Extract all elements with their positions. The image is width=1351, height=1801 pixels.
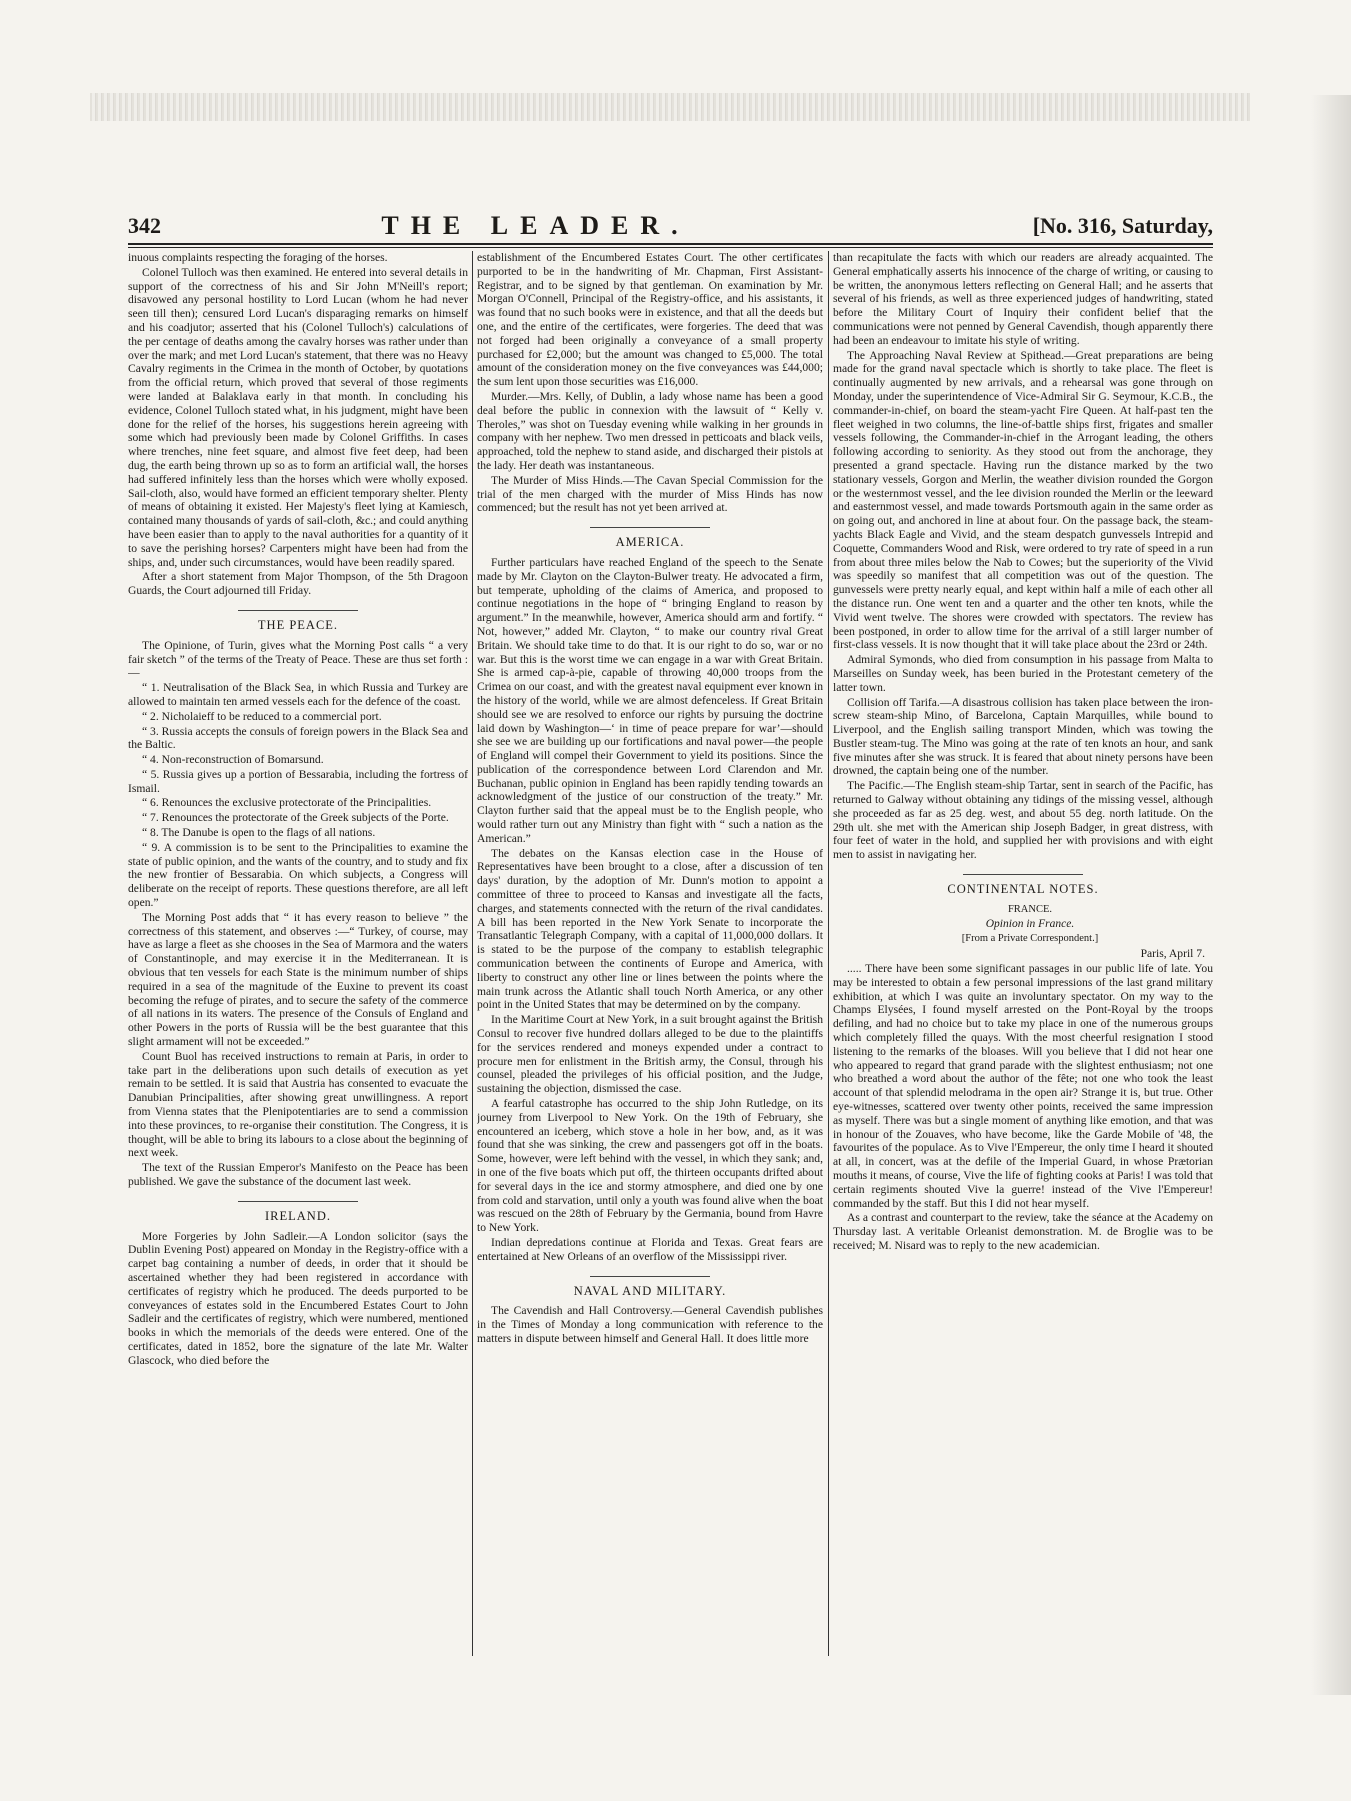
paragraph: Admiral Symonds, who died from consumption in his passage from Malta to Marseilles on Sunday week, has been buried in the Protestant cemetery of the latter town.: [833, 653, 1213, 694]
treaty-item: “ 3. Russia accepts the consuls of foreign powers in the Black Sea and the Baltic.: [128, 724, 468, 752]
paragraph: The Pacific.—The English steam-ship Tartar, sent in search of the Pacific, has returned to Galway without obtaining any tidings of the missing vessel, although she proceeded as far as 25 deg. west, and about 55 deg. north latitude. On the 29th ult. she met with the American ship Joseph Badger, in great distress, with four feet of water in the hold, and supplied her with provisions and with eight men to assist in navigating her.: [833, 779, 1213, 862]
column-3: [833, 251, 1213, 1651]
paragraph: Collision off Tarifa.—A disastrous collision has taken place between the iron-screw steam-ship Mino, of Barcelona, Captain Marquilles, while bound to Liverpool, and the English sailing transport Minden, which was towing the Bustler steam-tug. The Mino was going at the rate of ten knots an hour, and sank five minutes after she was struck. It is feared that about ninety persons have been drowned, the captain being one of the number.: [833, 695, 1213, 778]
paragraph: A fearful catastrophe has occurred to the ship John Rutledge, on its journey from Liverpool to New York. On the 19th of February, she encountered an iceberg, which stove a hole in her bow, and, as it was found that she was sinking, the crew and passengers got off in the boats. Some, however, were left behind with the vessel, in which they sank; and, in one of the five boats which put off, the thirteen occupants drifted about for several days in the ice and stormy atmosphere, and died one by one from cold and starvation, until only a youth was found alive when the boat was rescued on the 28th of February by the Germania, bound from Havre to New York.: [477, 1097, 823, 1235]
treaty-item: “ 8. The Danube is open to the flags of all nations.: [142, 826, 376, 840]
section-heading-america: AMERICA.: [615, 535, 685, 550]
treaty-item: “ 6. Renounces the exclusive protectorate of the Principalities.: [142, 796, 432, 810]
section-divider: [590, 527, 710, 528]
masthead-rule-thin: [128, 247, 1213, 248]
paragraph: The debates on the Kansas election case in the House of Representatives have been brought to a close, after a discussion of ten days' duration, by the adoption of Mr. Dunn's motion to appoint a committee of three to proceed to Kansas and investigate all the facts, charges, and statements connected with the return of the rival candidates. A bill has been reported in the New York Senate to incorporate the Transatlantic Telegraph Company, with a capital of 11,000,000 dollars. It is stated to be the purpose of the company to establish telegraphic communication between the continents of Europe and America, with liberty to construct any other line or lines between the points where the main trunk across the Atlantic shall touch North America, or any other point in the United States that may be determined on by the company.: [477, 846, 823, 1012]
issue-number: [No. 316, Saturday,: [1032, 213, 1213, 238]
treaty-item: “ 9. A commission is to be sent to the Principalities to examine the state of public opinion, and the wants of the country, and to study and fix the new frontier of Bessarabia. On which subjects, a Congress will deliberate on the receipt of reports. These questions therefore, are all left open.”: [128, 840, 468, 910]
subheading-opinion: Opinion in France.: [985, 917, 1075, 930]
treaty-item: “ 1. Neutralisation of the Black Sea, in which Russia and Turkey are allowed to maintain ten armed vessels each for the defence of the coast.: [128, 681, 468, 708]
paragraph: inuous complaints respecting the foraging of the horses.: [128, 251, 388, 264]
paragraph: The Cavendish and Hall Controversy.—General Cavendish publishes in the Times of Monday a long communication with reference to the matters in dispute between himself and General Hall. It does little more: [477, 1304, 823, 1345]
section-heading-ireland: IRELAND.: [265, 1208, 331, 1223]
column-1: [128, 251, 468, 1651]
dateline: Paris, April 7.: [1140, 947, 1205, 961]
subheading-france: FRANCE.: [1007, 903, 1053, 915]
paragraph: establishment of the Encumbered Estates Court. The other certificates purported to be in the handwriting of Mr. Chapman, First Assistant-Registrar, and to be signed by that gentleman. On examination by Mr. Morgan O'Connell, Principal of the Registry-office, and his assistants, it was found that no such books were in existence, and that all the deeds but one, and the entire of the certificates, were forgeries. The deed that was not forged had been originally a conveyance of a small property purchased for £2,000; but the amount was changed to £5,000. The total amount of the consideration money on the five conveyances was £44,000; the sum lent upon those securities was £16,000.: [477, 251, 823, 389]
newspaper-title: THE LEADER.: [381, 211, 690, 240]
column-rule: [472, 251, 473, 1656]
paragraph: The text of the Russian Emperor's Manifesto on the Peace has been published. We gave the substance of the document last week.: [128, 1161, 468, 1188]
paragraph: The Opinione, of Turin, gives what the Morning Post calls “ a very fair sketch ” of the terms of the Treaty of Peace. These are thus set forth :—: [128, 638, 468, 680]
scan-artifact-band: [90, 93, 1250, 121]
paragraph: Colonel Tulloch was then examined. He entered into several details in support of the correctness of his and Sir John M'Neill's report; disavowed any personal hostility to Lord Lucan (whom he had never seen till then); censured Lord Lucan's disparaging remarks on himself and his coadjutor; asserted that his (Colonel Tulloch's) calculations of the per centage of deaths among the cavalry horses was rather under than over the mark; and met Lord Lucan's statement, that there was no Heavy Cavalry regiments in the Crimea in the month of October, by quotations from the official return, which proved that several of those regiments were landed at Balaklava early in that month. In concluding his evidence, Colonel Tulloch stated what, in his judgment, might have been done for the relief of the horses, his suggestions herein agreeing with some which had previously been made by Colonel Griffiths. In cases where trenches, nine feet square, and almost five feet deep, had been dug, the earth being thrown up so as to form an artificial wall, the horses had suffered infinitely less than the horses which were wholly exposed. Sail-cloth, also, would have formed an efficient temporary shelter. Plenty of means of obtaining it existed. Her Majesty's fleet lying at Kamiesch, contained many thousands of yards of sail-cloth, &c.; and could anything have been easier than to apply to the naval authorities for a quantity of it to save the perishing horses? Carpenters might have been had from the ships, and, under such circumstances, would have been readily spared.: [128, 265, 468, 569]
section-divider: [238, 1201, 358, 1202]
treaty-item: “ 5. Russia gives up a portion of Bessarabia, including the fortress of Ismail.: [128, 767, 468, 795]
paragraph: than recapitulate the facts with which our readers are already acquainted. The General emphatically asserts his innocence of the charge of writing, or causing to be written, the anonymous letters reflecting on General Hall; and he asserts that several of his friends, as well as three experienced judges of handwriting, stated before the Military Court of Inquiry their confident belief that the communications were not penned by General Cavendish, though apparently there had been an endeavour to imitate his style of writing.: [833, 251, 1213, 347]
page-number: 342: [128, 213, 161, 238]
section-divider: [590, 1276, 710, 1277]
paragraph: The Approaching Naval Review at Spithead.—Great preparations are being made for the grand naval spectacle which is shortly to take place. The fleet is continually augmented by new arrivals, and a rehearsal was gone through on Monday, under the superintendence of Vice-Admiral Sir G. Seymour, K.C.B., the commander-in-chief, on board the steam-yacht Fire Queen. At half-past ten the fleet weighed in two columns, the line-of-battle ships first, frigates and smaller vessels following, the Commander-in-chief in the Arrogant leading, the others following according to seniority. As they stood out from the anchorage, they presented a grand spectacle. Having run the distance marked by the two stationary vessels, Gorgon and Merlin, the weather division rounded the Gorgon or the westernmost vessel, and the lee division rounded the Merlin or the leeward and easternmost vessel, and made towards Portsmouth again in the same order as on going out, and anchored in line at about four. On the passage back, the steam-yachts Black Eagle and Vivid, and the steam despatch gunvessels Intrepid and Coquette, Commanders Wood and Risk, were ordered to try rate of speed in a run from about three miles below the Nab to Cowes; but the superiority of the Vivid was speedily so manifest that all competition was out of the question. The gunvessels were pretty nearly equal, and kept within half a mile of each other all the distance run. One went ten and a quarter and the other ten knots, while the Vivid went twelve. The shores were crowded with spectators. The review has been postponed, in order to allow time for the arrival of a still larger number of first-class vessels. It is now thought that it will take place about the 23rd or 24th.: [833, 348, 1213, 652]
section-heading-continental: CONTINENTAL NOTES.: [947, 882, 1099, 897]
paragraph: Indian depredations continue at Florida and Texas. Great fears are entertained at New Orleans of an overflow of the Mississippi river.: [477, 1235, 823, 1263]
section-divider: [963, 874, 1083, 875]
paragraph: Further particulars have reached England of the speech to the Senate made by Mr. Clayton on the Clayton-Bulwer treaty. He advocated a firm, but temperate, upholding of the claims of America, and proposed to continue negotiations in the hope of “ bringing England to reason by argument.” In the meanwhile, however, America should arm and fortify. “ Not, however,” added Mr. Clayton, “ to make our country rival Great Britain. We should take time to do that. It is our right to do so, war or no war. But this is the worst time we can engage in a war with Great Britain. She is armed cap-à-pie, capable of throwing 40,000 troops from the Crimea on our coast, and with the greatest naval equipment ever known in the history of the world, while we are almost defenceless. If Great Britain should see we are resolved to enforce our rights by pursuing the doctrine laid down by Washington—‘ in time of peace prepare for war’—should she see we are building up our fortifications and naval power—the people of England will compel their Government to yield its positions. Since the publication of the correspondence between Lord Clarendon and Mr. Buchanan, public opinion in England has been rapidly tending towards an acknowledgment of the justice of our construction of the treaty.” Mr. Clayton further said that the appeal must be to the English people, who would rather turn out any Ministry than fight with “ such a nation as the American.”: [477, 555, 823, 845]
column-2: [477, 251, 823, 1651]
paragraph: The Murder of Miss Hinds.—The Cavan Special Commission for the trial of the men charged with the murder of Miss Hinds has now commenced; but the result has not yet been arrived at.: [477, 473, 823, 515]
section-divider: [238, 610, 358, 611]
section-heading-naval: NAVAL AND MILITARY.: [573, 1283, 727, 1298]
paragraph: The Morning Post adds that “ it has every reason to believe ” the correctness of this statement, and observes :—“ Turkey, of course, may have as large a fleet as she chooses in the Sea of Marmora and the waters of Constantinople, and may exercise it in the Mediterranean. It is obvious that ten vessels for each State is the minimum number of ships required in a sea of the magnitude of the Euxine to prevent its coast becoming the refuge of pirates, and to secure the safety of the commerce of all nations in its waters. The presence of the Consuls of England and other Powers in the ports of Russia will be the best guarantee that this slight armament will not be exceeded.”: [128, 910, 468, 1049]
scan-edge-shadow: [1311, 95, 1351, 1695]
paragraph: In the Maritime Court at New York, in a suit brought against the British Consul to recover five hundred dollars alleged to be due to the plaintiffs for the services rendered and moneys expended under a contract to procure men for enlistment in the British army, the Consul, through his counsel, pleaded the privileges of his official position, and the Judge, sustaining the objection, dismissed the case.: [477, 1013, 823, 1096]
treaty-item: “ 2. Nicholaieff to be reduced to a commercial port.: [142, 709, 382, 723]
correspondent-note: [From a Private Correspondent.]: [961, 933, 1099, 945]
masthead-rule: [128, 243, 1213, 245]
paragraph: As a contrast and counterpart to the review, take the séance at the Academy on Thursday last. A veritable Orleanist demonstration. M. de Broglie was to be received; M. Nisard was to reply to the new academician.: [833, 1211, 1213, 1252]
paragraph: ..... There have been some significant passages in our public life of late. You may be interested to obtain a few personal impressions of the last grand military exhibition, at which I was quite an involuntary spectator. On my way to the Champs Elysées, I found myself arrested on the Pont-Royal by the troops defiling, and had no choice but to take my place in one of the numerous groups which completely filled the quays. With the most cheerful resignation I stood listening to the remarks of the bloases. Will you believe that I did not hear one who appeared to regard that grand parade with the slightest enthusiasm; not one who breathed a word about the author of the fête; not one who took the least account of that splendid melodrama in the open air? Strange it is, but true. Other eye-witnesses, scattered over twenty other points, received the same impression as myself. There was but a single moment of anything like emotion, and that was in honour of the Zouaves, who have become, like the Garde Mobile of '48, the favourites of the populace. As to Vive l'Empereur, the only time I heard it shouted at all, in concert, was at the defile of the Imperial Guard, in whose Prætorian mouths it means, of course, Vive the life of fighting cooks at Paris! I was told that certain regiments shouted Vive la guerre! instead of the Vive l'Empereur! commanded by the staff. But this I did not hear myself.: [833, 962, 1213, 1210]
column-rule: [828, 251, 829, 1656]
paragraph: More Forgeries by John Sadleir.—A London solicitor (says the Dublin Evening Post) appeared on Monday in the Registry-office with a carpet bag containing a number of deeds, in order that it should be ascertained whether they had been registered in accordance with certificates of registry which he produced. The deeds purported to be conveyances of estates sold in the Encumbered Estates Court to John Sadleir and the certificates of registry, which were numbered, mentioned books in which the memorials of the deeds were entered. One of the certificates, dated in 1852, bore the signature of the late Mr. Walter Glascock, who died before the: [128, 1229, 468, 1367]
treaty-item: “ 7. Renounces the protectorate of the Greek subjects of the Porte.: [142, 811, 449, 825]
section-heading-peace: THE PEACE.: [257, 617, 339, 632]
paragraph: After a short statement from Major Thompson, of the 5th Dragoon Guards, the Court adjourned till Friday.: [128, 570, 468, 598]
paragraph: Murder.—Mrs. Kelly, of Dublin, a lady whose name has been a good deal before the public in connexion with the lawsuit of “ Kelly v. Theroles,” was shot on Tuesday evening while walking in her grounds in company with her nephew. Two men dressed in petticoats and black veils, approached, told the nephew to stand aside, and discharged their pistols at the lady. Her death was instantaneous.: [477, 389, 823, 472]
treaty-item: “ 4. Non-reconstruction of Bomarsund.: [142, 753, 324, 767]
masthead: [128, 212, 1213, 240]
paragraph: Count Buol has received instructions to remain at Paris, in order to take part in the deliberations upon such details of execution as yet remain to be settled. It is said that Austria has consented to evacuate the Danubian Principalities, after showing great unwillingness. A report from Vienna states that the Plenipotentiaries are to send a commission into these provinces, to re-organise their constitution. The Congress, it is thought, will be able to bring its labours to a close about the beginning of next week.: [128, 1049, 468, 1160]
